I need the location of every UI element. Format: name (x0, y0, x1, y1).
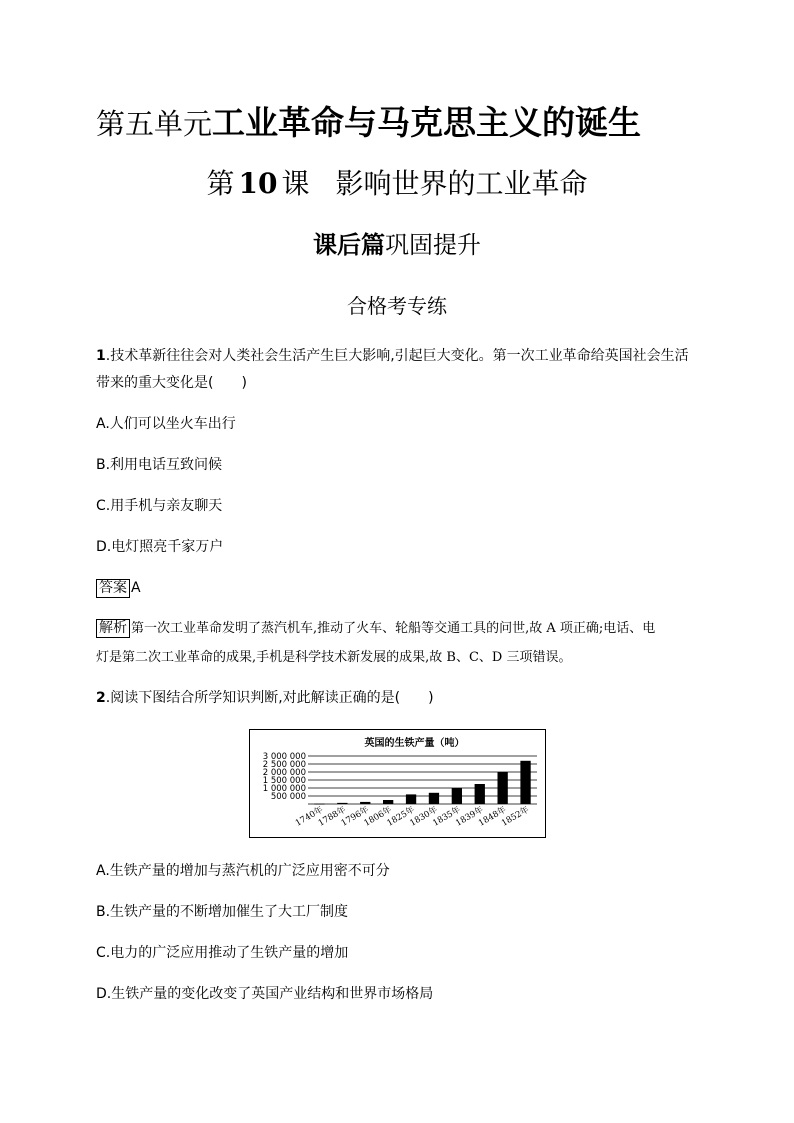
unit-prefix: 第五单元 (96, 107, 213, 141)
question-1-line1 (96, 346, 689, 366)
question-1-option-d: D.电灯照亮千家万户 (96, 539, 224, 555)
section-bold: 课后篇 (313, 230, 385, 259)
lesson-number: 10 (238, 167, 278, 200)
question-1-number: 1 (96, 348, 106, 364)
analysis-tag: 解析 (96, 619, 130, 638)
x-tick-label: 1796年 (339, 804, 371, 829)
y-tick-label: 500 000 (270, 792, 306, 802)
y-tick-label: 2 500 000 (262, 760, 306, 770)
x-tick-label: 1788年 (316, 804, 348, 829)
unit-title (96, 100, 641, 147)
question-1-text: .技术革新往往会对人类社会生活产生巨大影响,引起巨大变化。第一次工业革命给英国社会生活 (105, 348, 689, 364)
question-1-option-c: C.用手机与亲友聊天 (96, 498, 223, 514)
y-tick-label: 3 000 000 (262, 752, 306, 762)
answer-value: A (131, 580, 141, 596)
question-1-analysis (96, 614, 696, 672)
x-tick-label: 1806年 (362, 804, 394, 829)
bar-1830年 (429, 793, 439, 804)
answer-tag: 答案 (96, 579, 130, 598)
question-1-option-b: B.利用电话互致问候 (96, 457, 223, 473)
question-1-answer (96, 578, 141, 598)
lesson-suffix: 课 (281, 167, 310, 200)
y-tick-label: 1 500 000 (262, 776, 306, 786)
x-tick-label: 1839年 (454, 804, 486, 829)
x-tick-label: 1852年 (499, 804, 532, 829)
question-2-option-d: D.生铁产量的变化改变了英国产业结构和世界市场格局 (96, 986, 434, 1002)
x-tick-label: 1740年 (293, 804, 325, 829)
section-normal: 巩固提升 (385, 231, 481, 259)
bar-1788年 (337, 803, 347, 804)
question-2-text: .阅读下图结合所学知识判断,对此解读正确的是( ) (105, 690, 434, 706)
bar-1839年 (475, 784, 485, 804)
question-2-option-c: C.电力的广泛应用推动了生铁产量的增加 (96, 945, 349, 961)
bar-1825年 (406, 794, 416, 804)
question-1-option-a: A.人们可以坐火车出行 (96, 416, 236, 432)
question-1-line2: 带来的重大变化是( ) (96, 375, 247, 391)
lesson-title (0, 164, 794, 204)
bar-1835年 (452, 788, 462, 804)
pig-iron-chart (249, 729, 546, 838)
x-tick-label: 1830年 (408, 804, 440, 829)
analysis-line2: 灯是第二次工业革命的成果,手机是科学技术新发展的成果,故 B、C、D 三项错误。 (96, 650, 572, 665)
subsection-title: 合格考专练 (347, 294, 447, 318)
question-2-option-b: B.生铁产量的不断增加催生了大工厂制度 (96, 904, 349, 920)
question-2-number: 2 (96, 690, 106, 706)
lesson-name: 影响世界的工业革命 (335, 167, 588, 200)
analysis-line1: 第一次工业革命发明了蒸汽机车,推动了火车、轮船等交通工具的问世,故 A 项正确;电话、电 (131, 621, 656, 636)
bar-1796年 (360, 802, 370, 804)
bar-1806年 (383, 800, 393, 804)
chart-title: 英国的生铁产量（吨） (364, 738, 465, 749)
section-title (0, 228, 794, 262)
question-2-stem (96, 688, 434, 708)
lesson-prefix: 第 (206, 167, 235, 200)
question-2-option-a: A.生铁产量的增加与蒸汽机的广泛应用密不可分 (96, 863, 390, 879)
x-tick-label: 1825年 (385, 804, 417, 829)
y-tick-label: 1 000 000 (262, 784, 306, 794)
bar-1848年 (497, 772, 507, 804)
y-tick-label: 2 000 000 (262, 768, 306, 778)
x-tick-label: 1848年 (477, 804, 509, 829)
bar-1852年 (520, 761, 530, 804)
x-tick-label: 1835年 (431, 804, 463, 829)
unit-name: 工业革命与马克思主义的诞生 (212, 103, 642, 142)
chart-svg (250, 730, 545, 837)
